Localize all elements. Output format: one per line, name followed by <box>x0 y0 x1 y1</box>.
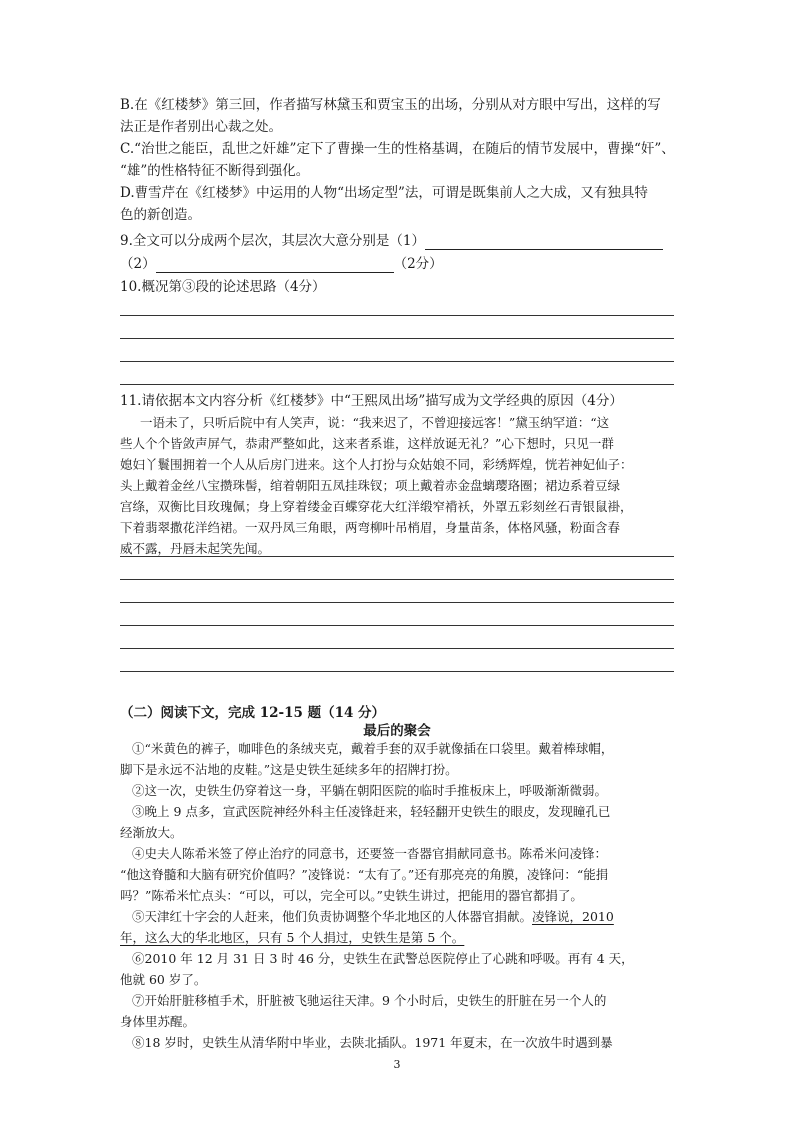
answer-line-11-3[interactable] <box>120 602 674 603</box>
answer-line-10-4[interactable] <box>120 384 674 385</box>
excerpt-line-7: 威不露，丹唇未起笑先闻。 <box>120 541 271 556</box>
article-title: 最后的聚会 <box>363 723 431 739</box>
story-line-10: 年，这么大的华北地区，只有 5 个人捐过，史铁生是第 5 个。 <box>120 930 465 945</box>
answer-blank-9-2[interactable] <box>156 258 394 273</box>
option-d-line-1: D.曹雪芹在《红楼梦》中运用的人物“出场定型”法，可谓是既集前人之大成，又有独具特 <box>120 185 648 201</box>
story-line-9-text: ⑤天津红十字会的人赶来，他们负责协调整个华北地区的人体器官捐献。 <box>132 909 533 924</box>
option-b-line-2: 法正是作者别出心裁之处。 <box>120 119 282 135</box>
story-line-3: ②这一次，史铁生仍穿着这一身，平躺在朝阳医院的临时手推板床上，呼吸渐渐微弱。 <box>132 783 608 798</box>
option-c-line-2: “雄”的性格特征不断得到强化。 <box>120 163 310 179</box>
excerpt-line-6: 下着翡翠撒花洋绉裙。一双丹凤三角眼，两弯柳叶吊梢眉，身量苗条，体格风骚，粉面含春 <box>120 520 621 535</box>
question-10: 10.概况第③段的论述思路（4分） <box>120 279 326 295</box>
story-line-9 <box>132 907 614 927</box>
story-line-15: ⑧18 岁时，史铁生从清华附中毕业，去陕北插队。1971 年夏末，在一次放牛时遇到暴 <box>132 1035 613 1050</box>
answer-blank-9-1[interactable] <box>425 235 663 250</box>
answer-line-11-6[interactable] <box>120 671 674 672</box>
option-d-line-2: 色的新创造。 <box>120 207 201 223</box>
answer-line-11-4[interactable] <box>120 625 674 626</box>
story-line-2: 脚下是永远不沾地的皮鞋。”这是史铁生延续多年的招牌打扮。 <box>120 762 458 777</box>
story-line-11: ⑥2010 年 12 月 31 日 3 时 46 分，史铁生在武警总医院停止了心跳和呼吸。再有 4 天， <box>132 951 634 966</box>
page-number: 3 <box>393 1058 401 1071</box>
excerpt-line-5: 宫绦，双衡比目玫瑰佩；身上穿着缕金百蝶穿花大红洋缎窄褙袄，外罩五彩刻丝石青银鼠褂， <box>120 499 633 514</box>
option-b-line-1: B.在《红楼梦》第三回，作者描写林黛玉和贾宝玉的出场，分别从对方眼中写出，这样的写 <box>120 97 661 113</box>
question-11: 11.请依据本文内容分析《红楼梦》中“王熙凤出场”描写成为文学经典的原因（4分） <box>120 393 623 409</box>
story-line-1: ①“米黄色的裤子，咖啡色的条绒夹克，戴着手套的双手就像插在口袋里。戴着棒球帽， <box>132 741 614 756</box>
answer-line-10-2[interactable] <box>120 338 674 339</box>
story-line-4: ③晚上 9 点多，宣武医院神经外科主任凌锋赶来，轻轻翻开史铁生的眼皮，发现瞳孔已 <box>132 804 611 819</box>
excerpt-line-2: 些人个个皆敛声屏气，恭肃严整如此，这来者系谁，这样放诞无礼？”心下想时，只见一群 <box>120 436 614 451</box>
story-line-14: 身体里苏醒。 <box>120 1014 196 1029</box>
story-line-7: “他这脊髓和大脑有研究价值吗？”凌锋说：“太有了。”还有那亮亮的角膜，凌锋问：“能捐 <box>120 867 609 882</box>
story-line-13: ⑦开始肝脏移植手术，肝脏被飞驰运往天津。9 个小时后，史铁生的肝脏在另一个人的 <box>132 993 607 1008</box>
answer-line-11-5[interactable] <box>120 648 674 649</box>
story-line-12: 他就 60 岁了。 <box>120 972 207 987</box>
excerpt-line-1: 一语未了，只听后院中有人笑声，说：“我来迟了，不曾迎接远客！”黛玉纳罕道：“这 <box>140 415 610 430</box>
question-9-line-1 <box>120 232 663 250</box>
question-9-part2-label: （2） <box>120 256 156 272</box>
answer-line-11-1[interactable] <box>120 556 674 557</box>
excerpt-line-4: 头上戴着金丝八宝攒珠髻，绾着朝阳五凤挂珠钗；项上戴着赤金盘螭璎珞圈；裙边系着豆绿 <box>120 478 621 493</box>
story-line-8: 吗？”陈希米忙点头：“可以，可以，完全可以。”史铁生讲过，把能用的器官都捐了。 <box>120 888 583 903</box>
excerpt-line-3: 媳妇丫鬟围拥着一个人从后房门进来。这个人打扮与众姑娘不同，彩绣辉煌，恍若神妃仙子： <box>120 457 633 472</box>
answer-line-11-2[interactable] <box>120 579 674 580</box>
question-9-line-2 <box>120 255 443 273</box>
answer-line-10-3[interactable] <box>120 361 674 362</box>
story-line-6: ④史夫人陈希米签了停止治疗的同意书，还要签一沓器官捐献同意书。陈希米问凌锋： <box>132 846 608 861</box>
story-underlined-phrase: 凌锋说，2010 <box>532 909 614 924</box>
question-9-label: 9.全文可以分成两个层次，其层次大意分别是（1） <box>120 233 425 249</box>
answer-line-10-1[interactable] <box>120 315 674 316</box>
question-9-points: （2分） <box>393 256 443 272</box>
section-2-heading: （二）阅读下文，完成 12-15 题（14 分） <box>120 705 386 721</box>
option-c-line-1: C.“治世之能臣，乱世之奸雄”定下了曹操一生的性格基调，在随后的情节发展中，曹操“奸”、 <box>120 141 675 157</box>
story-line-5: 经渐放大。 <box>120 825 183 840</box>
